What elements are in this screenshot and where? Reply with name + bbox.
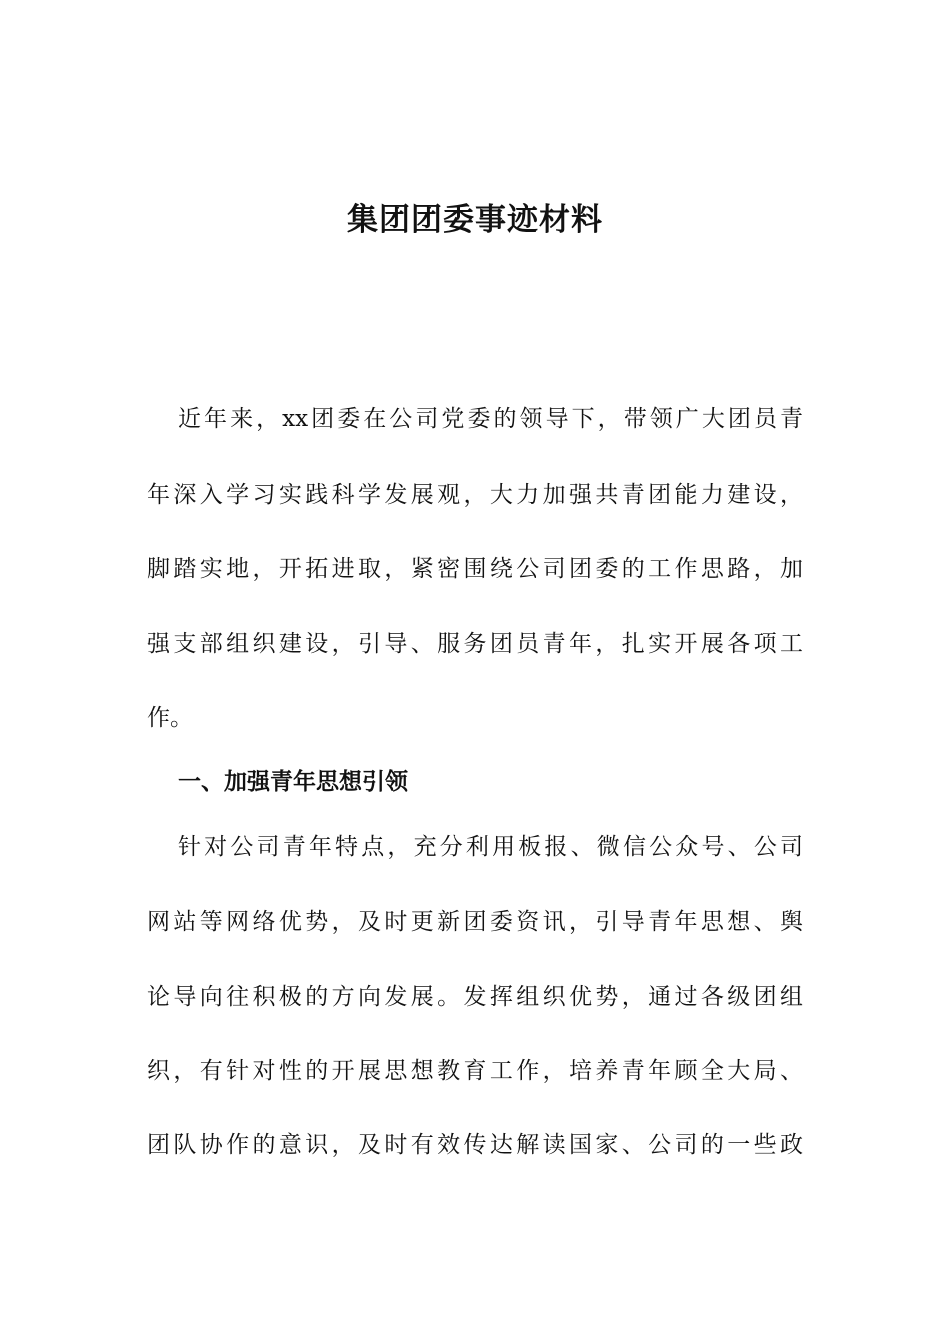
paragraph-1-line-4: 强支部组织建设，引导、服务团员青年，扎实开展各项工 bbox=[147, 631, 803, 657]
paragraph-1-line-5: 作。 bbox=[147, 705, 193, 731]
section-heading: 一、加强青年思想引领 bbox=[178, 769, 408, 795]
paragraph-2-line-3: 论导向往积极的方向发展。发挥组织优势，通过各级团组 bbox=[147, 984, 803, 1010]
paragraph-2-line-5: 团队协作的意识，及时有效传达解读国家、公司的一些政 bbox=[147, 1132, 803, 1158]
paragraph-1-line-1: 近年来，xx团委在公司党委的领导下，带领广大团员青 bbox=[178, 406, 803, 432]
paragraph-2-line-2: 网站等网络优势，及时更新团委资讯，引导青年思想、舆 bbox=[147, 909, 803, 935]
paragraph-2-line-4: 织，有针对性的开展思想教育工作，培养青年顾全大局、 bbox=[147, 1058, 803, 1084]
paragraph-1-line-3: 脚踏实地，开拓进取，紧密围绕公司团委的工作思路，加 bbox=[147, 556, 803, 582]
document-title: 集团团委事迹材料 bbox=[347, 202, 603, 238]
paragraph-2-line-1: 针对公司青年特点，充分利用板报、微信公众号、公司 bbox=[178, 834, 803, 860]
paragraph-1-line-2: 年深入学习实践科学发展观，大力加强共青团能力建设， bbox=[147, 482, 803, 508]
